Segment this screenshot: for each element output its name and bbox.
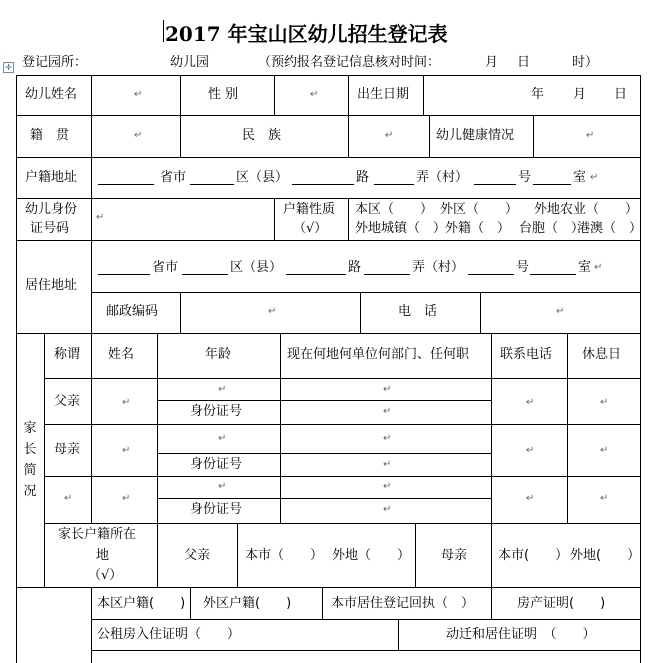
col-work-header: 现在何地何单位何部门、任何职 [287, 347, 470, 362]
birth-day: 日 [614, 87, 628, 102]
doc-residence-receipt[interactable]: 本市居住登记回执（ ） [331, 596, 475, 611]
paragraph-mark: ↵ [383, 504, 392, 515]
hukou-number: 号 [518, 170, 532, 185]
col-age-header: 年龄 [205, 347, 232, 362]
child-id-label-2: 证号码 [30, 221, 70, 236]
paragraph-mark: ↵ [218, 481, 227, 492]
paragraph-mark: ↵ [122, 493, 131, 504]
hukou-lane: 弄（村） [416, 170, 469, 185]
hukou-district: 区（县） [236, 170, 289, 185]
kindergarten-value: 幼儿园 [170, 55, 210, 70]
child-id-label-1: 幼儿身份 [25, 202, 78, 217]
paragraph-mark: ↵ [383, 459, 392, 470]
hukou-room: 室 [573, 170, 587, 185]
paragraph-mark: ↵ [556, 306, 565, 317]
paragraph-mark: ↵ [134, 89, 143, 100]
hukou-type-label-2: （√） [293, 221, 328, 236]
paragraph-mark: ↵ [586, 130, 595, 141]
father-local-city[interactable]: 本市（ ） [245, 548, 324, 563]
paragraph-mark: ↵ [134, 130, 143, 141]
child-name-label: 幼儿姓名 [25, 87, 78, 102]
paragraph-mark: ↵ [590, 172, 599, 183]
mother-label: 母亲 [54, 442, 81, 457]
residence-road: 路 [348, 260, 362, 275]
paragraph-mark: ↵ [526, 445, 535, 456]
parents-section-char-1: 家 [23, 421, 37, 436]
hukou-province: 省市 [160, 170, 187, 185]
col-rest-header: 休息日 [582, 347, 622, 362]
appointment-month: 月 [485, 55, 499, 70]
residence-number: 号 [516, 260, 530, 275]
form-title: 2017 年宝山区幼儿招生登记表 [165, 22, 448, 46]
hukou-taiwan[interactable]: 台胞（ ） [519, 221, 585, 236]
mother-hukou-label: 母亲 [441, 548, 468, 563]
col-name-header: 姓名 [108, 347, 135, 362]
hukou-outside-town[interactable]: 外地城镇（ ） [355, 221, 447, 236]
paragraph-mark: ↵ [64, 493, 73, 504]
paragraph-mark: ↵ [122, 397, 131, 408]
guardian-id-label: 身份证号 [190, 502, 243, 517]
hukou-local-district[interactable]: 本区（ ） [355, 202, 434, 217]
birth-year: 年 [531, 87, 545, 102]
ethnicity-label: 民 族 [242, 128, 282, 143]
parents-section-char-2: 长 [23, 442, 37, 457]
doc-public-housing[interactable]: 公租房入住证明（ ） [97, 627, 241, 642]
paragraph-mark: ↵ [383, 406, 392, 417]
paragraph-mark: ↵ [600, 445, 609, 456]
parent-hukou-label-1: 家长户籍所在 [58, 527, 137, 542]
paragraph-mark: ↵ [310, 89, 319, 100]
father-id-label: 身份证号 [190, 404, 243, 419]
kindergarten-label: 登记园所： [22, 55, 88, 70]
residence-province: 省市 [152, 260, 179, 275]
col-phone-header: 联系电话 [500, 347, 553, 362]
father-hukou-label: 父亲 [184, 548, 211, 563]
birth-date-label: 出生日期 [357, 87, 410, 102]
postal-code-label: 邮政编码 [106, 304, 159, 319]
paragraph-mark: ↵ [526, 397, 535, 408]
mother-outside[interactable]: 外地( ） [570, 548, 641, 563]
paragraph-mark: ↵ [383, 384, 392, 395]
health-label: 幼儿健康情况 [436, 128, 515, 143]
residence-lane: 弄（村） [412, 260, 465, 275]
paragraph-mark: ↵ [526, 493, 535, 504]
parents-section-char-3: 简 [23, 463, 37, 478]
paragraph-mark: ↵ [600, 397, 609, 408]
paragraph-mark: ↵ [122, 445, 131, 456]
paragraph-mark: ↵ [218, 433, 227, 444]
paragraph-mark: ↵ [268, 306, 277, 317]
father-label: 父亲 [54, 394, 81, 409]
birth-month: 月 [573, 87, 587, 102]
residence-label: 居住地址 [25, 278, 78, 293]
doc-other-hukou[interactable]: 外区户籍( ) [203, 596, 292, 611]
paragraph-mark: ↵ [218, 384, 227, 395]
hukou-foreign[interactable]: 外籍（ ） [445, 221, 511, 236]
hukou-outside-agri[interactable]: 外地农业（ ） [534, 202, 639, 217]
hukou-type-label-1: 户籍性质 [283, 202, 336, 217]
doc-property[interactable]: 房产证明( ) [517, 596, 606, 611]
hukou-address-label: 户籍地址 [25, 170, 78, 185]
paragraph-mark: ↵ [385, 130, 394, 141]
doc-local-hukou[interactable]: 本区户籍( ) [97, 596, 186, 611]
mother-local-city[interactable]: 本市( ） [498, 548, 569, 563]
appointment-hour: 时） [572, 55, 599, 70]
gender-label: 性 别 [208, 87, 239, 102]
doc-relocation[interactable]: 动迁和居住证明 （ ） [446, 627, 596, 642]
residence-room: 室 [578, 260, 592, 275]
parent-hukou-label-3: （√） [88, 568, 123, 583]
hukou-road: 路 [356, 170, 370, 185]
mother-id-label: 身份证号 [190, 457, 243, 472]
phone-label: 电 话 [398, 304, 438, 319]
paragraph-mark: ↵ [383, 481, 392, 492]
father-outside[interactable]: 外地（ ） [332, 548, 411, 563]
hukou-other-district[interactable]: 外区（ ） [440, 202, 519, 217]
child-id-field[interactable] [92, 199, 274, 240]
parent-hukou-label-2: 地 [96, 548, 110, 563]
appointment-note: （预约报名登记信息核对时间： [258, 55, 441, 70]
paragraph-mark: ↵ [600, 493, 609, 504]
table-move-handle-icon[interactable]: ✛ [3, 62, 14, 73]
native-place-label: 籍 贯 [30, 128, 70, 143]
appointment-day: 日 [517, 55, 531, 70]
parents-section-char-4: 况 [23, 484, 37, 499]
paragraph-mark: ↵ [383, 433, 392, 444]
paragraph-mark: ↵ [96, 212, 105, 223]
residence-district: 区（县） [230, 260, 283, 275]
col-title-header: 称谓 [54, 347, 81, 362]
paragraph-mark: ↵ [594, 262, 603, 273]
hukou-hkmo[interactable]: 港澳（ ） [577, 221, 643, 236]
